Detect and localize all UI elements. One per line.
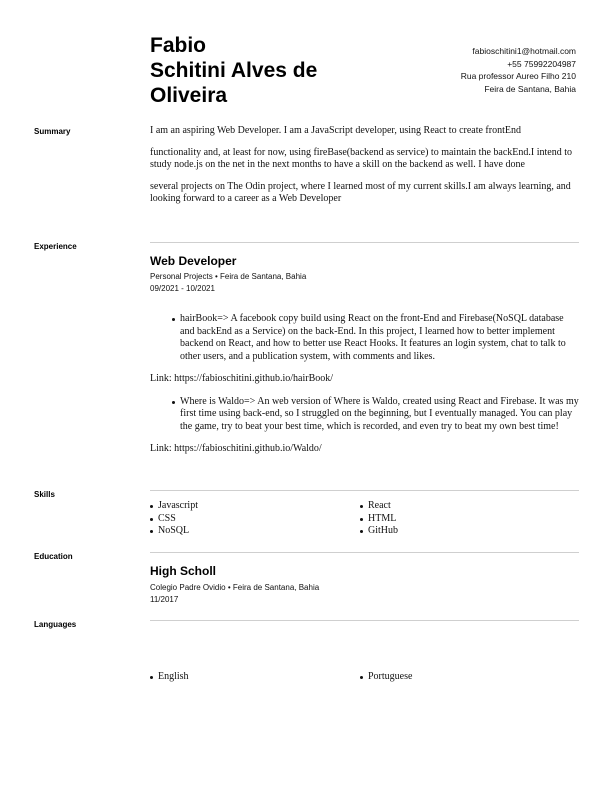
skill-text: GitHub: [368, 525, 398, 536]
bullet-dot: [150, 676, 153, 679]
job-title: Web Developer: [150, 254, 237, 268]
bullet-dot: [360, 676, 363, 679]
education-date: 11/2017: [150, 595, 179, 604]
section-divider: [150, 490, 579, 491]
contact-block: [461, 45, 576, 95]
education-section: [150, 564, 579, 606]
section-divider: [150, 242, 579, 243]
summary-section: [150, 125, 579, 206]
languages-section: [150, 671, 579, 685]
skill-item: [360, 513, 398, 526]
experience-label: Experience: [34, 242, 77, 251]
project-link[interactable]: Link: https://fabioschitini.github.io/Waldo/: [150, 443, 322, 454]
contact-email[interactable]: fabioschitini1@hotmail.com: [472, 46, 576, 56]
job-location: Feira de Santana, Bahia: [219, 272, 307, 281]
bullet-dot: [150, 518, 153, 521]
education-location: Feira de Santana, Bahia: [232, 583, 320, 592]
project-list: [150, 313, 579, 363]
project-description: hairBook=> A facebook copy build using React on the front-End and Firebase(NoSQL database and backEnd as a Service) on the back-End. In this project, I learned how to better implement backend on React, and how to better use React Hooks. It features an login system, chat to talk to other users, and a publication system, with comments and likes.: [180, 313, 566, 362]
contact-address-street: Rua professor Aureo Filho 210: [460, 71, 576, 82]
language-item: [360, 671, 412, 684]
bullet-dot: [360, 518, 363, 521]
project-item: [150, 313, 579, 363]
languages-list-right: [360, 671, 412, 684]
candidate-name: [150, 33, 390, 108]
language-text: Portuguese: [368, 671, 413, 682]
job-dates: 09/2021 - 10/2021: [150, 284, 215, 293]
bullet-dot: [150, 505, 153, 508]
skill-item: [360, 525, 398, 538]
bullet-dot: [360, 505, 363, 508]
bullet-dot: [172, 401, 175, 404]
language-item: [150, 671, 189, 684]
contact-address-city: Feira de Santana, Bahia: [484, 83, 576, 94]
skills-list-right: [360, 500, 398, 538]
bullet-dot: [150, 530, 153, 533]
languages-list-left: [150, 671, 189, 684]
name-line: Schitini Alves de: [150, 59, 318, 82]
skill-item: [360, 500, 398, 513]
summary-paragraph: several projects on The Odin project, where I learned most of my current skills.I am always learning, and looking forward to a career as a Web Developer: [150, 180, 571, 204]
job-org: Personal Projects: [150, 272, 213, 281]
bullet-dot: [360, 530, 363, 533]
education-title: High Scholl: [150, 564, 216, 578]
project-link[interactable]: Link: https://fabioschitini.github.io/hairBook/: [150, 373, 334, 384]
education-school-line: [150, 582, 579, 594]
bullet-dot: [172, 318, 175, 321]
contact-phone: +55 75992204987: [507, 58, 576, 69]
languages-label: Languages: [34, 620, 77, 629]
section-divider: [150, 620, 579, 621]
skill-text: CSS: [158, 512, 176, 524]
section-divider: [150, 552, 579, 553]
project-item: [150, 396, 579, 434]
experience-section: [150, 254, 579, 456]
separator-dot: •: [227, 583, 231, 592]
education-school: Colegio Padre Ovidio: [150, 583, 226, 592]
skill-text: NoSQL: [158, 525, 190, 536]
summary-paragraph: I am an aspiring Web Developer. I am a JavaScript developer, using React to create frontEnd: [150, 125, 521, 136]
separator-dot: •: [214, 272, 218, 281]
education-label: Education: [34, 552, 73, 561]
project-list: [150, 396, 579, 434]
skill-text: Javascript: [158, 500, 198, 511]
skill-item: [150, 513, 198, 526]
skill-text: HTML: [368, 512, 397, 524]
language-text: English: [158, 671, 189, 682]
project-description: Where is Waldo=> An web version of Where is Waldo, created using React and Firebase. It was my first time using back-end, so I struggled on the beginning, but I eventually managed. You can play the game, try to beat your best time, which is recorded, and even try to beat my own best time!: [180, 395, 579, 432]
skill-item: [150, 500, 198, 513]
skills-list-left: [150, 500, 198, 538]
skill-item: [150, 525, 198, 538]
name-line: Fabio: [150, 34, 206, 57]
skills-section: [150, 500, 579, 540]
skills-label: Skills: [34, 490, 55, 499]
job-org-line: [150, 271, 579, 283]
summary-paragraph: functionality and, at least for now, using fireBase(backend as service) to maintain the backEnd.I intend to study node.js on the net in the next months to have a skill on the backend as well. I have done: [150, 146, 572, 170]
summary-label: Summary: [34, 127, 71, 136]
skill-text: React: [368, 500, 391, 511]
name-line: Oliveira: [150, 84, 228, 107]
